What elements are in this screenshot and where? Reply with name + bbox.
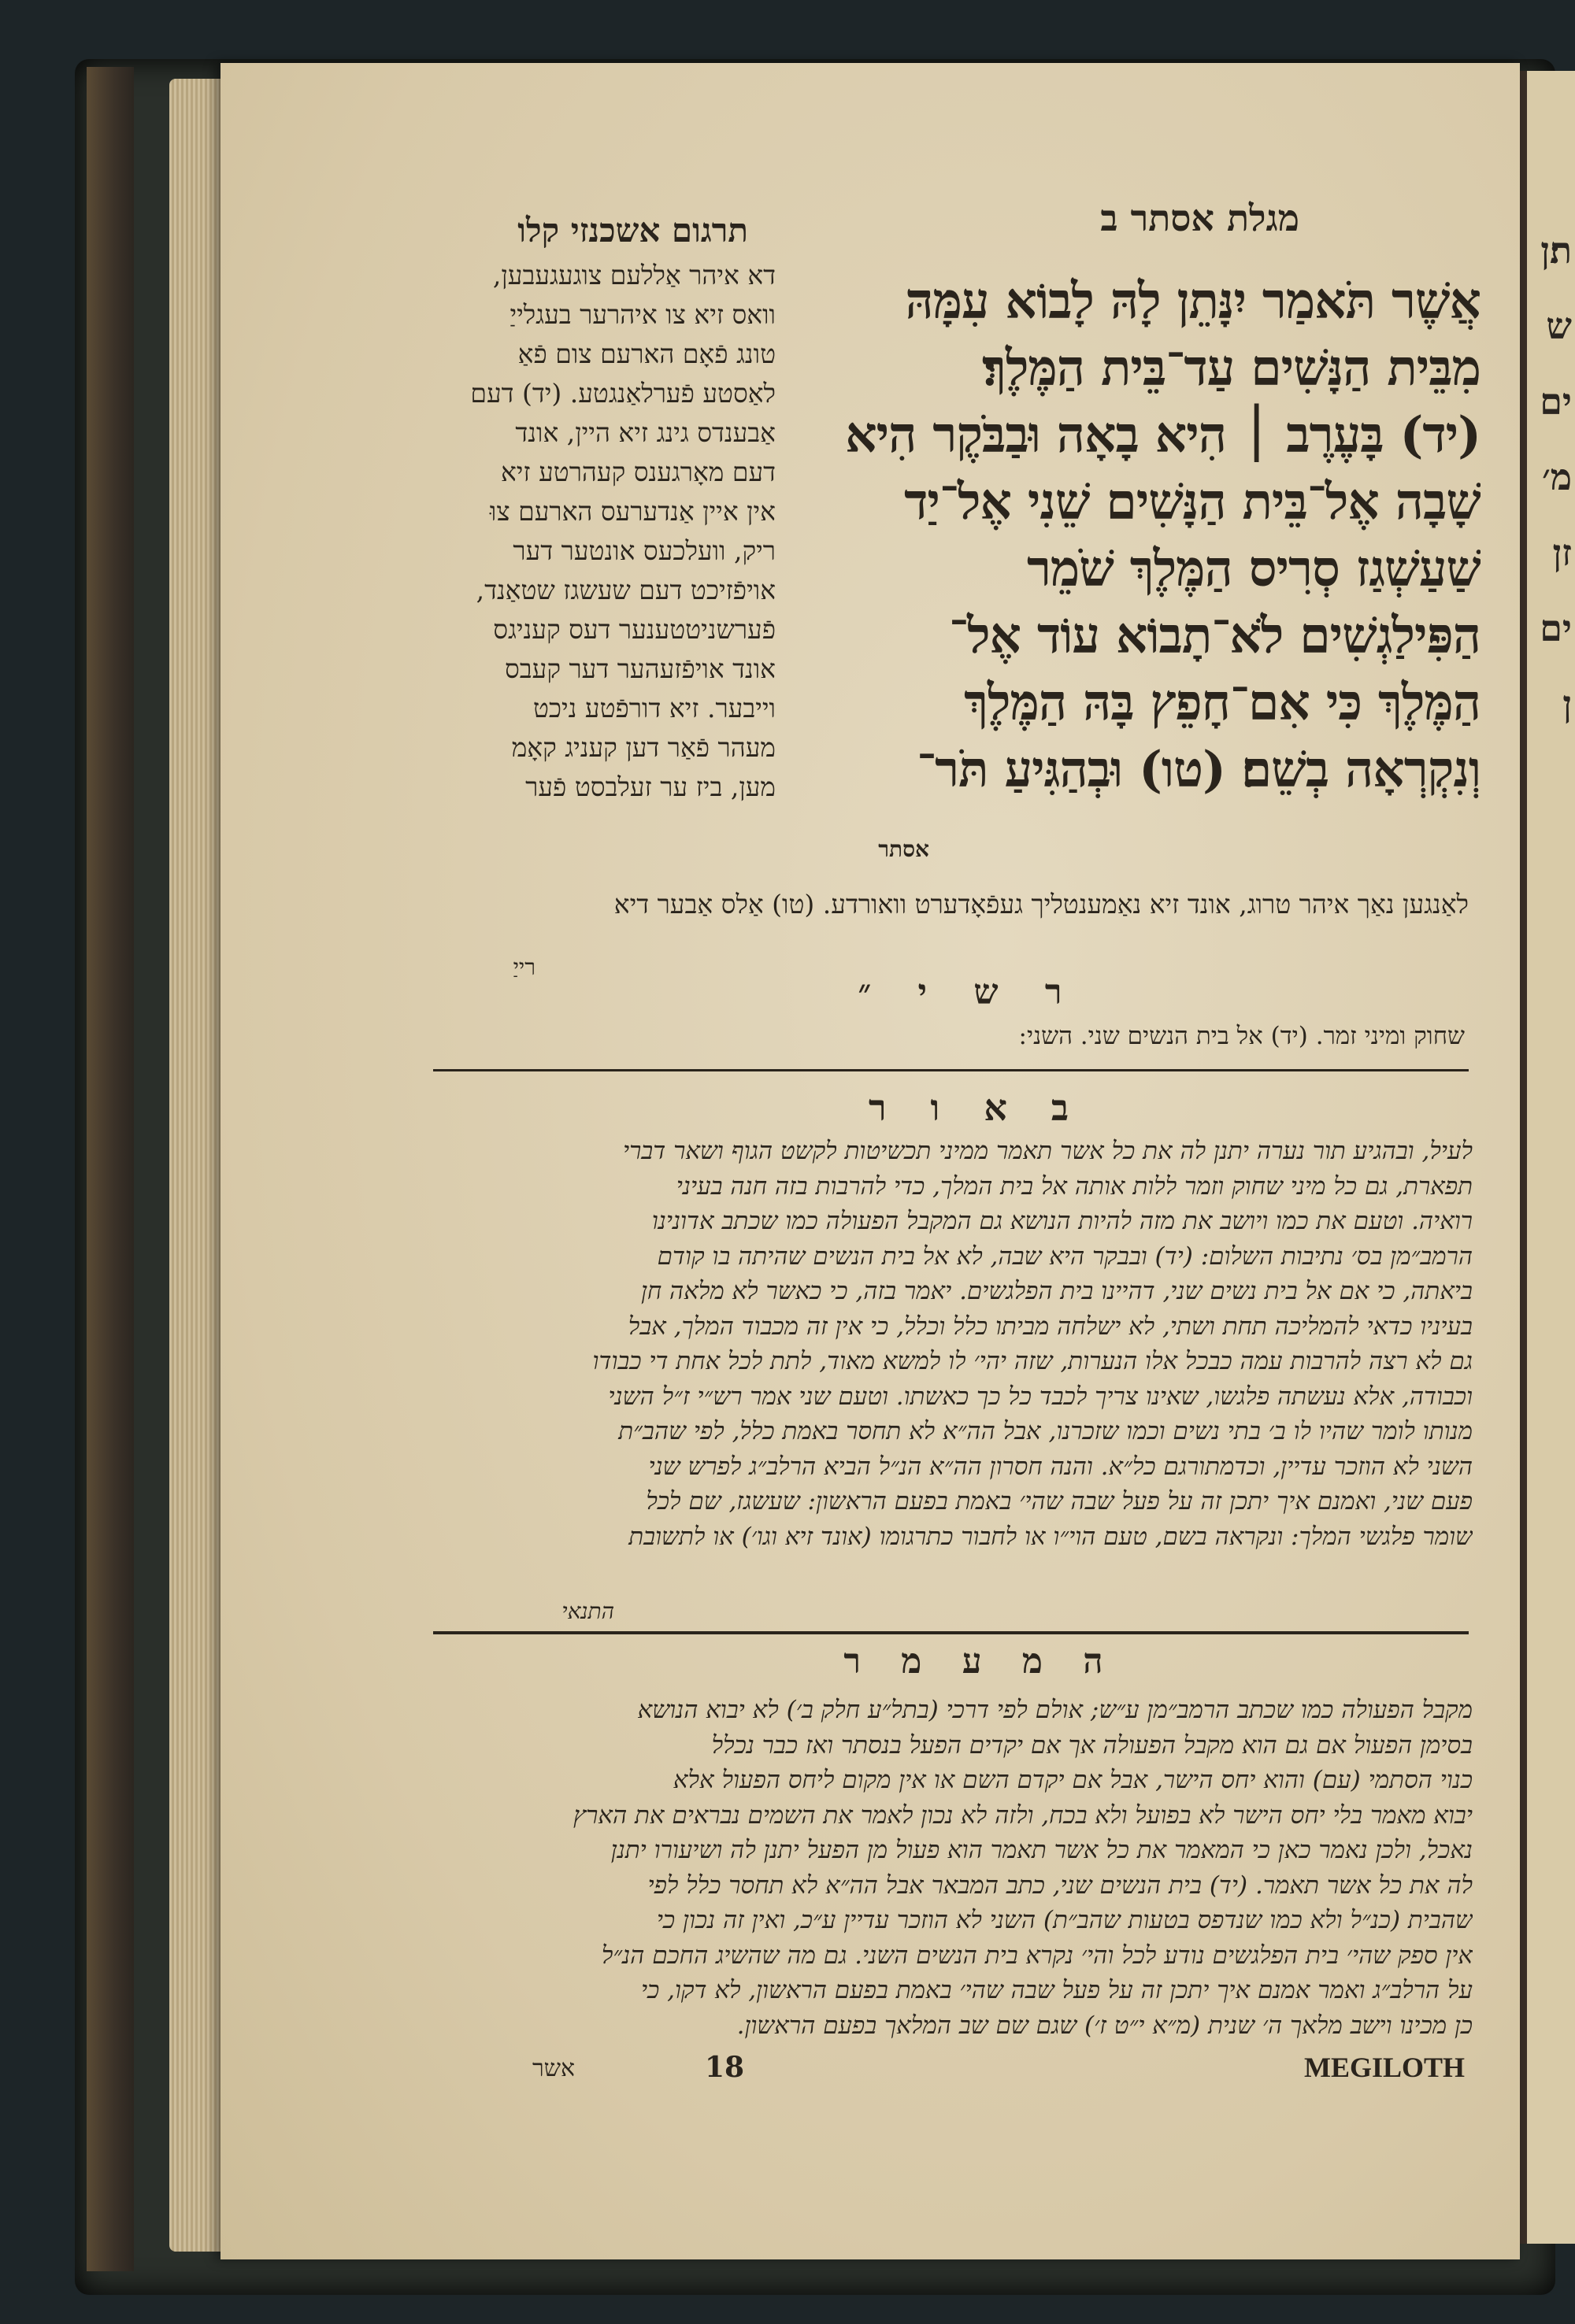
verse-line: מִבֵּית הַנָּשִׁים עַד־בֵּית הַמֶּלֶךְ׃ [983,339,1480,397]
targum-line: לאַסטע פֿערלאַנגטע. (יד) דעם [470,378,776,409]
targum-line: ריק, וועלכעס אונטער דער [513,535,776,566]
hameamer-line: שהבית (כנ״ל ולא כמו שנדפס בטעות שהב״ת) השני לא הוזכר עדיין ע״כ, ואין זה נכון כי [656,1906,1473,1934]
verse-line: שָׁבָה אֶל־בֵּית הַנָּשִׁים שֵׁנִי אֶל־יַד [904,472,1480,531]
targum-header-title: תרגום אשכנזי קלו [517,211,748,250]
rashi-heading: ר ש י ״ [858,972,1080,1012]
verse-line: אֲשֶׁר תֹּאמַר יִנָּתֵן לָהּ לָבוֹא עִמָּהּ [905,272,1480,330]
biur-line: וכבודה, אלא נעשתה פלגשו, שאינו צריך לכבד כל כך כאשתו. וטעם שני אמר רש״י ז״ל השני [608,1382,1473,1411]
biur-line: לעיל, ובהגיע תור נערה יתנן לה את כל אשר תאמר ממיני תכשיטות לקשט הגוף ושאר דברי [622,1137,1473,1165]
targum-catchword: רייַ [513,954,536,980]
biur-line: רואיה. וטעם את כמו ויושב את מזה להיות הנושא גם המקבל הפעולה כמו שכתב אדונינו [651,1207,1473,1235]
verse-line: וְנִקְרְאָה בְשֵׁם׃ (טו) וּבְהַגִּיעַ תֹּר־ [917,740,1480,798]
biur-last-word: התנאי [561,1598,614,1624]
targum-line: מען, ביז ער זעלבסט פֿער [525,772,776,802]
targum-line: וואס זיא צו איהרער בעגלייַ [510,299,776,330]
hameamer-commentary [429,1693,1473,2043]
hameamer-line: נאכל, ולכן נאמר כאן כי המאמר את כל אשר תאמר הוא פעול מן הפעל יתנן לה ושיעורו יתנן [610,1836,1473,1864]
biur-line: שומר פלגשי המלך: ונקראה בשם, טעם הוי״ו או לחבור כתרגומו (אונד זיא וגו׳) או לתשובת [628,1522,1473,1551]
verse-line: הַמֶּלֶךְ כִּי אִם־חָפֵץ בָּהּ הַמֶּלֶךְ [964,673,1480,731]
biur-line: תפארת, גם כל מיני שחוק וזמר ללות אותה אל בית המלך, כדי להרבות בזה חנה בעיני [676,1171,1473,1201]
rashi-commentary: שחוק ומיני זמר. (יד) אל בית הנשים שני. השני: [1018,1022,1465,1050]
page-header-title: מגלת אסתר ב [1100,197,1299,239]
biur-line: הרמב״מן בס׳ נתיבות השלום: (יד) ובבקר היא שבה, לא אל בית הנשים שהיתה בו קודם [657,1242,1473,1271]
biur-line: פעם שני, ואמנם איך יתכן זה על פעל שבה שהי׳ באמת בפעם הראשון: שעשגז, שם לכל [646,1487,1473,1515]
book-spine-edge [87,67,134,2271]
verse-line: הַפִּילַגְשִׁים לֹא־תָבוֹא עוֹד אֶל־ [948,606,1480,664]
hameamer-line: כנוי הסתמי (עם) והוא יחס הישר, אבל אם יקדם השם או אין מקום ליחס הפעול אלא [673,1766,1473,1794]
hameamer-line: על הרלב״ג ואמר אמנם איך יתכן זה על פעל שבה שהי׳ באמת בפעם הראשון, לא דקו, כי [640,1976,1473,2004]
scripture-text-column [788,268,1480,803]
biur-line: מנותו לומר שהיו לו ב׳ בתי נשים וכמו שזכרנו, אבל הה״א לא תחסר באמת כלל, לפי שהב״ת [618,1417,1473,1445]
footer-catchword: אשר [532,2055,575,2082]
verse-line: שַׁעַשְׁגַז סְרִיס הַמֶּלֶךְ שֹׁמֵר [1026,539,1480,598]
biur-line: גם לא רצה להרבות עמה כבכל אלו הנערות, שזה יהי׳ לו למשא מאוד, לתת לכל אחת די כבודו [592,1347,1473,1375]
targum-line: אַבענדס גינג זיא היין, אונד [515,417,776,448]
section-divider [433,1631,1469,1634]
hameamer-line: בסימן הפעול אם גם הוא מקבל הפעולה אך אם יקדים הפעל בנסתר ואז כבר נכלל [711,1730,1473,1760]
biur-line: ביאתה, כי אם אל בית נשים שני, דהיינו בית הפלגשים. יאמר בזה, כי כאשר לא מלאה חן [640,1277,1473,1305]
running-title: MEGILOTH [1303,2052,1465,2083]
section-divider [433,1069,1469,1071]
targum-line: אין איין אַנדערעס הארעם צוּ [489,496,776,527]
biur-commentary [429,1134,1473,1554]
hameamer-heading: ה מ ע מ ר [843,1641,1117,1682]
targum-continuation-line: לאַנגען נאַך איהר טרוג, אונד זיא נאַמענטליך געפֿאָדערט וואורדע. (טו) אַלס אַבער דיא [613,889,1469,920]
targum-line: דא איהר אַללעם צוגעגעבען, [492,260,776,290]
facing-page-edge [1516,71,1575,2244]
verse-catchword: אסתר [878,836,929,862]
biur-heading: ב א ו ר [868,1086,1085,1129]
targum-line: טונג פֿאָם הארעם צום פֿאַ [517,339,776,369]
verse-line: (יד) בָּעֶרֶב ׀ הִיא בָאָה וּבַבֹּקֶר הִיא [845,405,1480,464]
facing-page-text: ת׃ן ש ים מ׳ זן ים ן [1540,229,1572,725]
hameamer-line: מקבל הפעולה כמו שכתב הרמב״מן ע״ש; אולם לפי דרכי (בתל״ע חלק ב׳) לא יבוא הנושא [637,1696,1473,1724]
targum-line: פֿערשניטטענער דעס קעניגס [493,614,776,645]
hameamer-line: לה את כל אשר תאמר. (יד) בית הנשים שני, כתב המבאר אבל הה״א לא תחסר כלל לפי [647,1871,1473,1900]
targum-line: מעהר פֿאַר דען קעניג קאָמ [511,732,776,763]
biur-line: השני לא הוזכר עדיין, וכדמתורגם כל״א. והנה חסרון הה״א הנ״ל הביא הרלב״ג לפרש שני [648,1452,1473,1481]
hameamer-line: יבוא מאמר בלי יחס הישר לא בפועל ולא בכח, ולזה לא נכון לאמר את השמים נבראים את הארץ [573,1800,1473,1830]
targum-line: אויפֿזיכט דעם שעשגז שטאַנד, [476,575,776,605]
page-number: 18 [704,2051,745,2084]
targum-line: וייבער. זיא דורפֿטע ניכט [532,693,776,723]
targum-line: דעם מאָרגענס קעהרטע זיא [500,457,776,487]
targum-line: אונד אויפֿזעהער דער קעבס [504,653,776,684]
biur-line: בעיניו כדאי להמליכה תחת ושתי, לא ישלחה מביתו כלל וכלל, כי אין זה מכבוד המלך, אבל [628,1312,1473,1341]
targum-column [421,256,776,807]
hameamer-line: כן מכינו וישב מלאך ה׳ שנית (מ״א י״ט ז׳) שגם שם שב המלאך בפעם הראשון. [736,2011,1473,2040]
hameamer-line: אין ספק שהי׳ בית הפלגשים נודע לכל והי׳ נקרא בית הנשים השני. גם מה שהשיג החכם הנ״ל [601,1941,1473,1970]
